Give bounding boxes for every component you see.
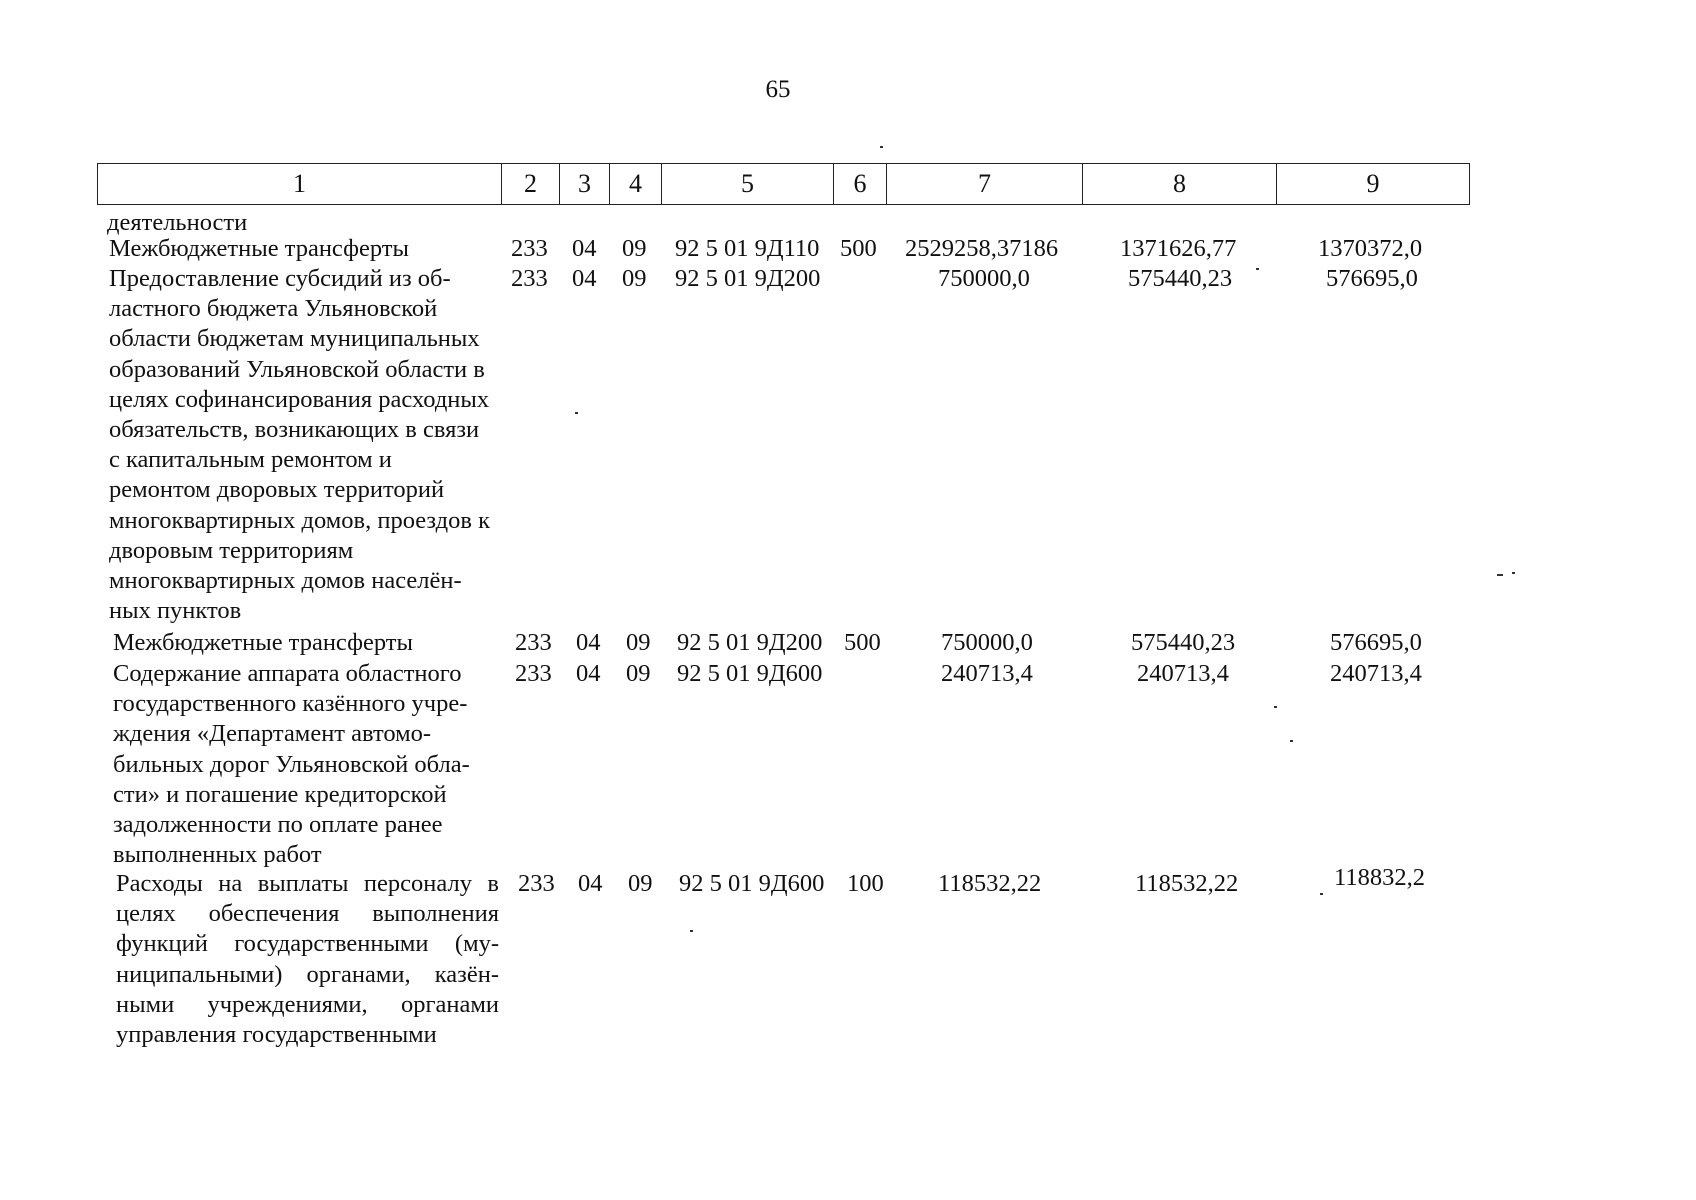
cell-col-9: 1370372,0 <box>1318 235 1423 262</box>
cell-col-5: 92 5 01 9Д600 <box>679 870 825 897</box>
cell-col-8: 1371626,77 <box>1120 235 1237 262</box>
cell-col-2: 233 <box>511 265 548 292</box>
cell-col-7: 2529258,37186 <box>905 235 1059 262</box>
cell-col-4: 09 <box>626 629 651 656</box>
cell-col-4: 09 <box>628 870 653 897</box>
row-description: Содержание аппарата областного государственного казённого учреждения «Департамент автомобильных дорог Ульяновской области» и погашение кредиторской задолженности по оплате ранее выполненных работ <box>113 660 470 869</box>
cell-col-8: 240713,4 <box>1137 660 1229 687</box>
scan-speck <box>880 146 883 148</box>
cell-col-4: 09 <box>622 265 647 292</box>
cell-col-7: 750000,0 <box>941 629 1033 656</box>
row-description: Расходы на выплаты персоналу в целях обеспечения выполнения функций государственными (муниципальными) органами, казёнными учреждениями, органами управления государственными <box>116 870 499 1049</box>
cell-col-8: 118532,22 <box>1135 870 1239 897</box>
cell-col-3: 04 <box>578 870 603 897</box>
cell-col-5: 92 5 01 9Д200 <box>677 629 823 656</box>
cell-col-7: 750000,0 <box>938 265 1030 292</box>
cell-col-8: 575440,23 <box>1128 265 1233 292</box>
cell-col-7: 118532,22 <box>938 870 1042 897</box>
scan-speck <box>1320 893 1323 895</box>
cell-col-6: 500 <box>840 235 877 262</box>
scan-speck <box>1290 740 1293 742</box>
header-col-6: 6 <box>834 164 887 205</box>
cell-col-2: 233 <box>518 870 555 897</box>
cell-col-3: 04 <box>572 265 597 292</box>
header-col-1: 1 <box>98 164 502 205</box>
header-col-8: 8 <box>1083 164 1277 205</box>
top-fragment: деятельности <box>107 209 248 236</box>
header-col-9: 9 <box>1277 164 1470 205</box>
scan-speck <box>1497 574 1503 576</box>
cell-col-9: 240713,4 <box>1330 660 1422 687</box>
cell-col-5: 92 5 01 9Д200 <box>675 265 821 292</box>
cell-col-5: 92 5 01 9Д110 <box>675 235 820 262</box>
header-col-4: 4 <box>610 164 662 205</box>
cell-col-3: 04 <box>576 660 601 687</box>
header-col-3: 3 <box>560 164 610 205</box>
scan-speck <box>690 930 693 932</box>
row-description: Межбюджетные трансферты <box>109 235 409 262</box>
table-header <box>97 163 1470 205</box>
cell-col-2: 233 <box>515 629 552 656</box>
cell-col-3: 04 <box>576 629 601 656</box>
cell-col-5: 92 5 01 9Д600 <box>677 660 823 687</box>
cell-col-6: 100 <box>847 870 884 897</box>
cell-col-3: 04 <box>572 235 597 262</box>
cell-col-4: 09 <box>622 235 647 262</box>
cell-col-2: 233 <box>511 235 548 262</box>
cell-col-9: 576695,0 <box>1330 629 1422 656</box>
scan-speck <box>1256 268 1259 270</box>
cell-col-9: 576695,0 <box>1326 265 1418 292</box>
cell-col-6: 500 <box>844 629 881 656</box>
cell-col-8: 575440,23 <box>1131 629 1236 656</box>
header-col-2: 2 <box>502 164 560 205</box>
scan-speck <box>575 412 578 414</box>
scan-speck <box>1274 706 1277 708</box>
cell-col-9: 118832,2 <box>1334 864 1425 891</box>
row-description: Предоставление субсидий из областного бюджета Ульяновской области бюджетам муниципальных образований Ульяновской области в целях софинансирования расходных обязательств, возникающих в связи с капитальным ремонтом и ремонтом дворовых территорий многоквартирных домов, проездов к дворовым территориям многоквартирных домов населённых пунктов <box>109 265 490 625</box>
cell-col-4: 09 <box>626 660 651 687</box>
header-col-5: 5 <box>662 164 834 205</box>
row-description: Межбюджетные трансферты <box>113 629 413 656</box>
cell-col-7: 240713,4 <box>941 660 1033 687</box>
header-col-7: 7 <box>887 164 1083 205</box>
page-number: 65 <box>765 76 791 103</box>
cell-col-2: 233 <box>515 660 552 687</box>
scan-speck <box>1512 572 1515 574</box>
